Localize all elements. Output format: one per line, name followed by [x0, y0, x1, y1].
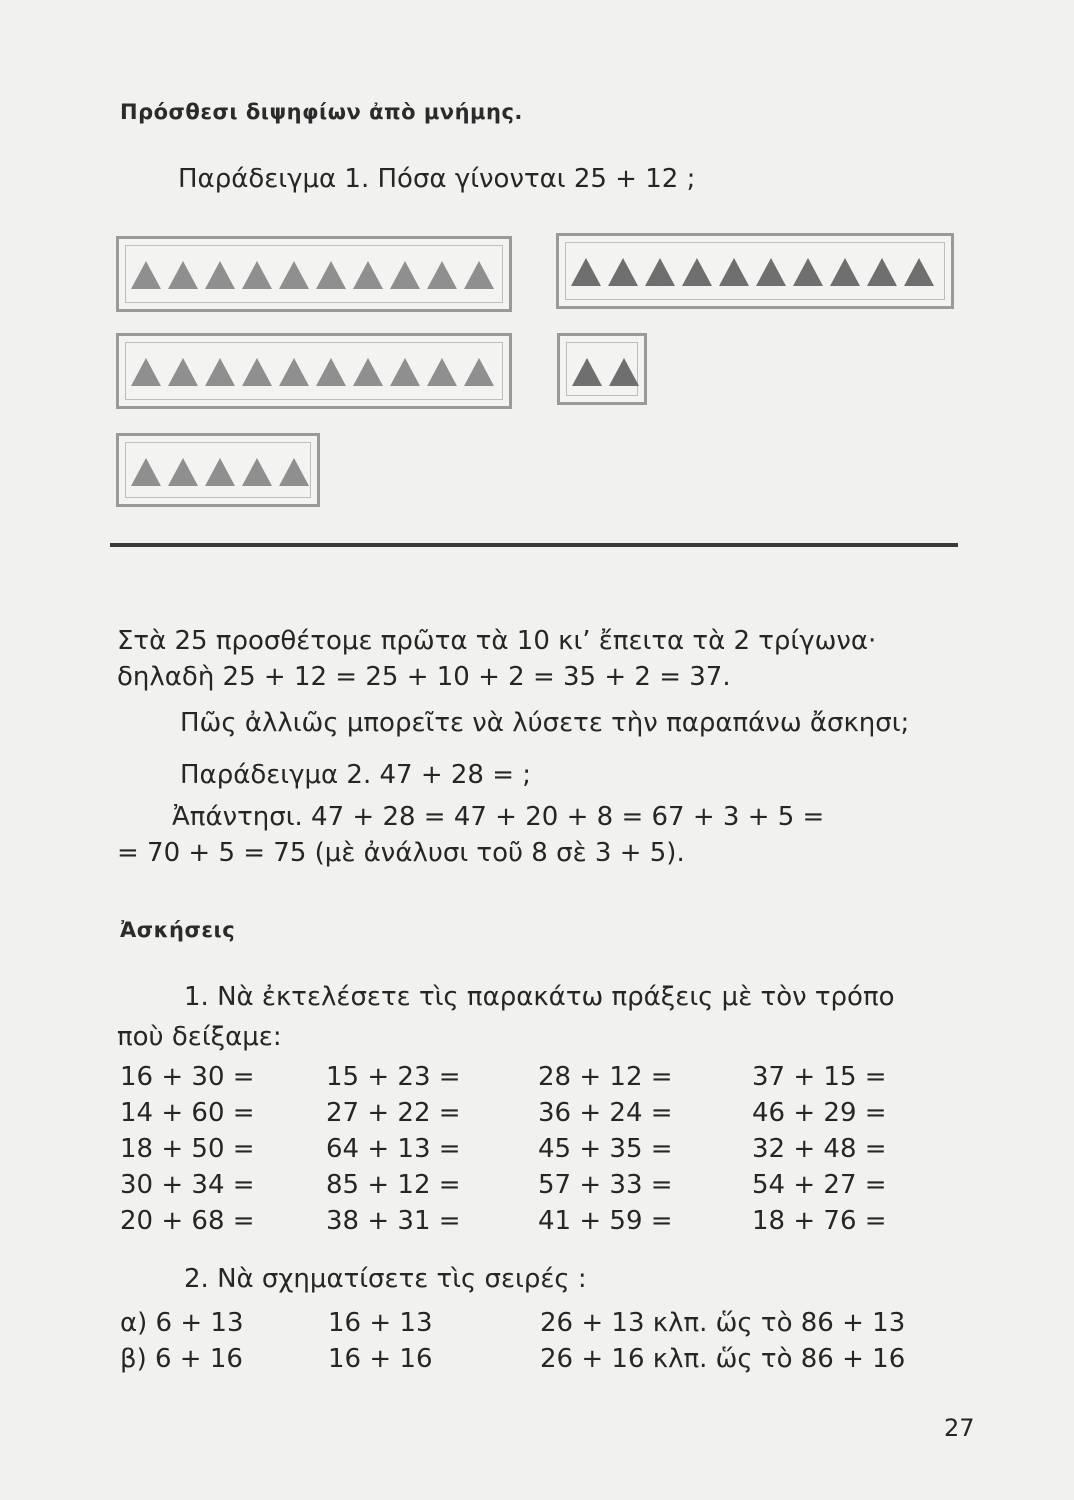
triangle-icon	[168, 358, 198, 386]
example-2: Παράδειγμα 2. 47 + 28 = ;	[180, 760, 532, 790]
exercise-1-item: 18 + 50 =	[120, 1134, 255, 1164]
example-1: Παράδειγμα 1. Πόσα γίνονται 25 + 12 ;	[178, 164, 696, 194]
exercise-1-item: 64 + 13 =	[326, 1134, 461, 1164]
triangle-icon	[904, 258, 934, 286]
series-b-col-2: 16 + 16	[328, 1344, 433, 1374]
triangle-icon	[242, 358, 272, 386]
triangle-icon	[464, 358, 494, 386]
triangle-box-left-1	[116, 236, 512, 312]
triangle-icon	[279, 458, 309, 486]
triangle-icon	[756, 258, 786, 286]
exercise-1-item: 16 + 30 =	[120, 1062, 255, 1092]
triangle-icon	[609, 358, 639, 386]
triangle-icon	[316, 261, 346, 289]
triangle-icon	[279, 358, 309, 386]
series-a-col-2: 16 + 13	[328, 1308, 433, 1338]
triangle-icon	[205, 458, 235, 486]
series-b-col-1: β) 6 + 16	[120, 1344, 243, 1374]
explanation-line-1: Στὰ 25 προσθέτομε πρῶτα τὰ 10 κι’ ἔπειτα τὰ 2 τρίγωνα·	[117, 626, 877, 656]
exercise-1-line-2: ποὺ δείξαμε:	[117, 1022, 282, 1052]
exercises-heading: Ἀσκήσεις	[120, 918, 236, 942]
triangle-icon	[830, 258, 860, 286]
triangle-icon	[645, 258, 675, 286]
triangle-icon	[205, 261, 235, 289]
exercise-1-item: 41 + 59 =	[538, 1206, 673, 1236]
exercise-1-item: 85 + 12 =	[326, 1170, 461, 1200]
triangle-box-right-1	[556, 233, 954, 309]
page-number: 27	[944, 1414, 975, 1442]
triangle-icon	[131, 261, 161, 289]
triangle-icon	[242, 458, 272, 486]
exercise-2-heading: 2. Νὰ σχηματίσετε τὶς σειρές :	[184, 1264, 587, 1294]
exercise-1-item: 30 + 34 =	[120, 1170, 255, 1200]
question: Πῶς ἀλλιῶς μπορεῖτε νὰ λύσετε τὴν παραπάνω ἄσκησι;	[180, 708, 910, 738]
explanation-line-2: δηλαδὴ 25 + 12 = 25 + 10 + 2 = 35 + 2 = 37.	[117, 662, 731, 692]
triangle-icon	[390, 261, 420, 289]
exercise-1-line-1: 1. Νὰ ἐκτελέσετε τὶς παρακάτω πράξεις μὲ τὸν τρόπο	[184, 982, 895, 1012]
triangle-box-left-2	[116, 333, 512, 409]
triangle-icon	[205, 358, 235, 386]
exercise-1-item: 37 + 15 =	[752, 1062, 887, 1092]
answer-line-1: Ἀπάντησι. 47 + 28 = 47 + 20 + 8 = 67 + 3 + 5 =	[172, 802, 825, 832]
triangle-icon	[793, 258, 823, 286]
triangle-icon	[316, 358, 346, 386]
triangle-icon	[427, 358, 457, 386]
triangle-icon	[427, 261, 457, 289]
triangle-box-right-2	[557, 333, 647, 405]
triangle-icon	[168, 458, 198, 486]
triangle-box-left-3	[116, 433, 320, 507]
exercise-1-item: 20 + 68 =	[120, 1206, 255, 1236]
triangle-icon	[353, 358, 383, 386]
triangle-icon	[572, 358, 602, 386]
triangle-icon	[719, 258, 749, 286]
triangle-icon	[279, 261, 309, 289]
series-a-col-1: α) 6 + 13	[120, 1308, 244, 1338]
triangle-icon	[131, 358, 161, 386]
exercise-1-item: 57 + 33 =	[538, 1170, 673, 1200]
divider-rule	[110, 543, 958, 547]
exercise-1-item: 46 + 29 =	[752, 1098, 887, 1128]
exercise-1-item: 15 + 23 =	[326, 1062, 461, 1092]
exercise-1-item: 36 + 24 =	[538, 1098, 673, 1128]
answer-line-2: = 70 + 5 = 75 (μὲ ἀνάλυσι τοῦ 8 σὲ 3 + 5).	[117, 838, 685, 868]
exercise-1-item: 27 + 22 =	[326, 1098, 461, 1128]
triangle-icon	[464, 261, 494, 289]
triangle-icon	[390, 358, 420, 386]
triangle-icon	[571, 258, 601, 286]
exercise-1-item: 38 + 31 =	[326, 1206, 461, 1236]
series-b-col-3: 26 + 16 κλπ. ὥς τὸ 86 + 16	[540, 1344, 906, 1374]
triangle-icon	[353, 261, 383, 289]
series-a-col-3: 26 + 13 κλπ. ὥς τὸ 86 + 13	[540, 1308, 906, 1338]
exercise-1-item: 18 + 76 =	[752, 1206, 887, 1236]
exercise-1-item: 32 + 48 =	[752, 1134, 887, 1164]
exercise-1-item: 28 + 12 =	[538, 1062, 673, 1092]
triangle-icon	[168, 261, 198, 289]
exercise-1-item: 14 + 60 =	[120, 1098, 255, 1128]
page-title: Πρόσθεσι διψηφίων ἀπὸ μνήμης.	[120, 100, 523, 124]
triangle-icon	[131, 458, 161, 486]
exercise-1-item: 45 + 35 =	[538, 1134, 673, 1164]
triangle-icon	[608, 258, 638, 286]
triangle-icon	[242, 261, 272, 289]
exercise-1-item: 54 + 27 =	[752, 1170, 887, 1200]
triangle-icon	[682, 258, 712, 286]
triangle-icon	[867, 258, 897, 286]
